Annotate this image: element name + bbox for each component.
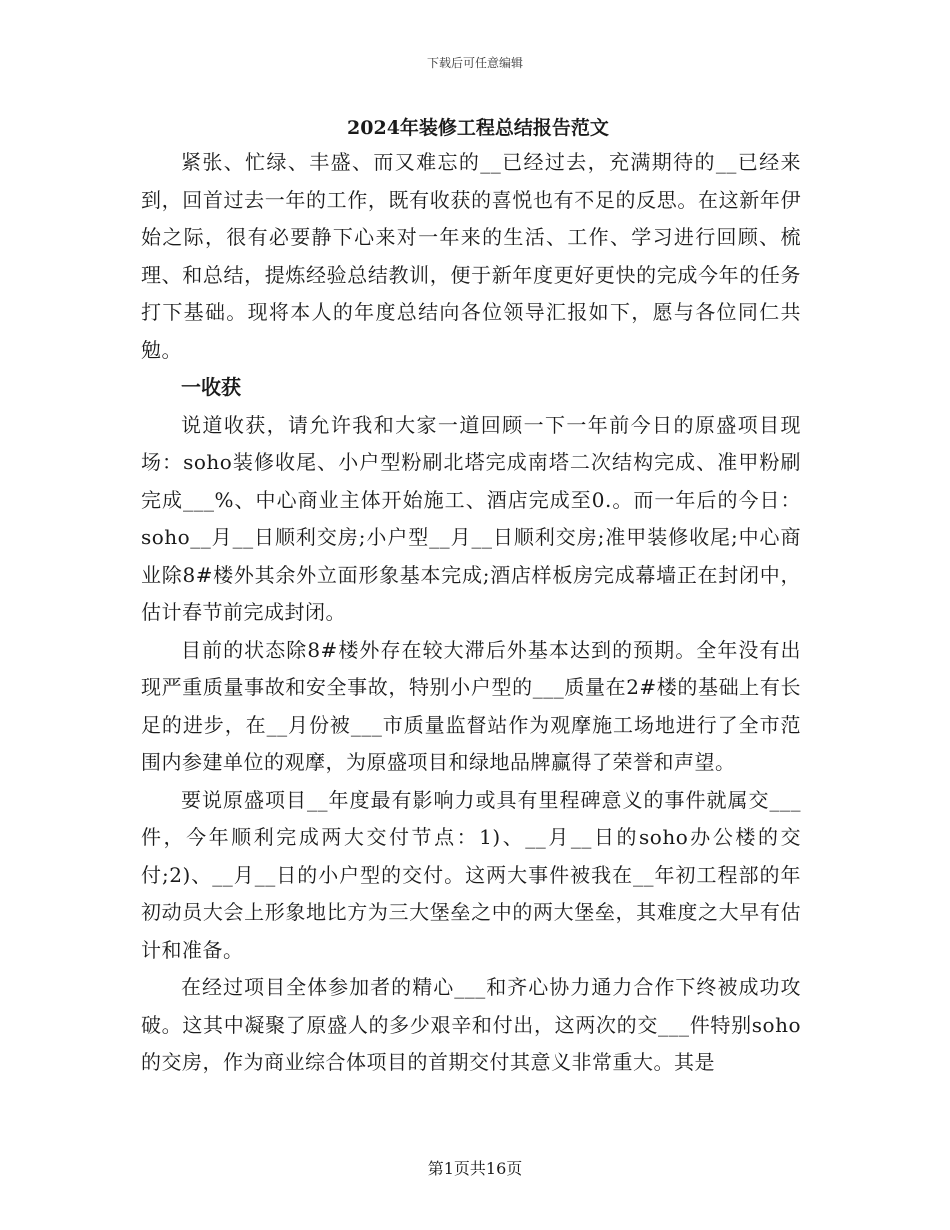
paragraph-3: 要说原盛项目__年度最有影响力或具有里程碑意义的事件就属交___件，今年顺利完成两大交付节点：1)、__月__日的soho办公楼的交付;2)、__月__日的小户型的交付。这两大事件被我在__年初工程部的年初动员大会上形象地比方为三大堡垒之中的两大堡垒，其难度之大早有估计和准备。: [141, 787, 801, 962]
paragraph-2: 目前的状态除8#楼外存在较大滞后外基本达到的预期。全年没有出现严重质量事故和安全事故，特别小户型的___质量在2#楼的基础上有长足的进步，在__月份被___市质量监督站作为观摩施工场地进行了全市范围内参建单位的观摩，为原盛项目和绿地品牌赢得了荣誉和声望。: [141, 637, 801, 774]
paragraph-4: 在经过项目全体参加者的精心___和齐心协力通力合作下终被成功攻破。这其中凝聚了原盛人的多少艰辛和付出，这两次的交___件特别soho的交房，作为商业综合体项目的首期交付其意义非常重大。其是: [141, 975, 801, 1074]
page-header-note: 下载后可任意编辑: [426, 56, 523, 70]
paragraph-1: 说道收获，请允许我和大家一道回顾一下一年前今日的原盛项目现场：soho装修收尾、小户型粉刷北塔完成南塔二次结构完成、准甲粉刷完成___%、中心商业主体开始施工、酒店完成至0.。而一年后的今日：soho__月__日顺利交房;小户型__月__日顺利交房;准甲装修收尾;中心商业除8#楼外其余外立面形象基本完成;酒店样板房完成幕墙正在封闭中，估计春节前完成封闭。: [141, 412, 801, 624]
intro-paragraph: 紧张、忙绿、丰盛、而又难忘的__已经过去，充满期待的__已经来到，回首过去一年的工作，既有收获的喜悦也有不足的反思。在这新年伊始之际，很有必要静下心来对一年来的生活、工作、学习进行回顾、梳理、和总结，提炼经验总结教训，便于新年度更好更快的完成今年的任务打下基础。现将本人的年度总结向各位领导汇报如下，愿与各位同仁共勉。: [141, 150, 801, 362]
document-body: [141, 112, 801, 1082]
page-footer-number: 第1页共16页: [427, 1159, 523, 1178]
section-heading-harvest: 一收获: [181, 375, 241, 399]
document-title: 2024年装修工程总结报告范文: [347, 117, 609, 139]
